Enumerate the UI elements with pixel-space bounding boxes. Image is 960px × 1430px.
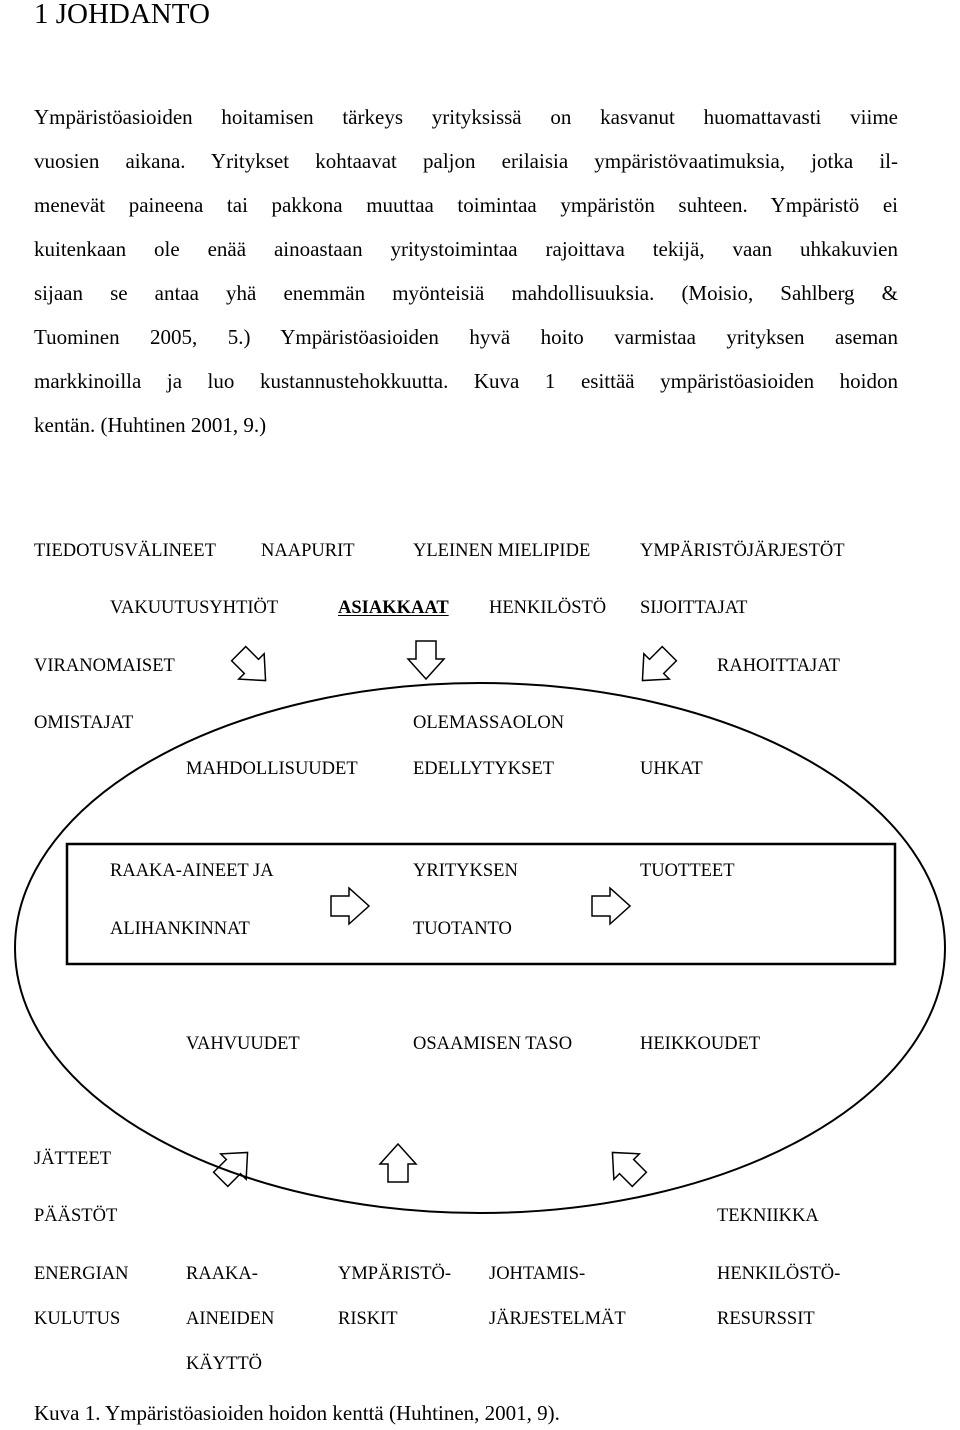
label-yrityksen: YRITYKSEN: [413, 861, 518, 881]
arrow-up-icon: [380, 1144, 416, 1182]
figure-caption: Kuva 1. Ympäristöasioiden hoidon kenttä (Huhtinen, 2001, 9).: [34, 1401, 560, 1425]
label-raaka-aineet: RAAKA-AINEET JA: [110, 861, 274, 881]
label-kulutus: KULUTUS: [34, 1309, 121, 1329]
label-henkilosto: HENKILÖSTÖ: [489, 598, 607, 618]
label-kaytto: KÄYTTÖ: [186, 1354, 263, 1374]
label-vakuutusyhtiot: VAKUUTUSYHTIÖT: [110, 598, 279, 618]
label-tuotanto: TUOTANTO: [413, 919, 512, 939]
paragraph-line: menevät paineena tai pakkona muuttaa toimintaa ympäristön suhteen. Ympäristö ei: [34, 193, 898, 217]
label-henkilosto-resurssit-2: RESURSSIT: [717, 1309, 815, 1329]
label-energian: ENERGIAN: [34, 1264, 129, 1284]
label-raaka: RAAKA-: [186, 1264, 258, 1284]
label-mahdollisuudet: MAHDOLLISUUDET: [186, 759, 358, 779]
label-uhkat: UHKAT: [640, 759, 703, 779]
label-asiakkaat: ASIAKKAAT: [338, 598, 449, 618]
paragraph-line: vuosien aikana. Yritykset kohtaavat paljon erilaisia ympäristövaatimuksia, jotka il-: [34, 149, 898, 173]
label-tiedotusvalineet: TIEDOTUSVÄLINEET: [34, 541, 216, 561]
label-olemassaolon: OLEMASSAOLON: [413, 713, 565, 733]
paragraph-line: Tuominen 2005, 5.) Ympäristöasioiden hyvä hoito varmistaa yrityksen aseman: [34, 325, 898, 349]
arrow-down-left-icon: [630, 641, 682, 693]
paragraph-line: sijaan se antaa yhä enemmän myönteisiä mahdollisuuksia. (Moisio, Sahlberg &: [34, 281, 898, 305]
label-ymparisto: YMPÄRISTÖ-: [338, 1264, 452, 1284]
label-johtamis: JOHTAMIS-: [489, 1264, 586, 1284]
label-henkilosto-resurssit-1: HENKILÖSTÖ-: [717, 1264, 841, 1284]
label-alihankinnat: ALIHANKINNAT: [110, 919, 250, 939]
label-sijoittajat: SIJOITTAJAT: [640, 598, 748, 618]
arrow-down-icon: [408, 641, 444, 679]
label-jatteet: JÄTTEET: [34, 1149, 112, 1169]
label-tekniikka: TEKNIIKKA: [717, 1206, 819, 1226]
paragraph-line: kentän. (Huhtinen 2001, 9.): [34, 413, 267, 437]
section-heading: 1 JOHDANTO: [34, 0, 210, 30]
label-edellytykset: EDELLYTYKSET: [413, 759, 554, 779]
label-rahoittajat: RAHOITTAJAT: [717, 656, 840, 676]
label-riskit: RISKIT: [338, 1309, 398, 1329]
arrow-right-icon: [331, 888, 369, 924]
label-jarjestelmat: JÄRJESTELMÄT: [489, 1309, 626, 1329]
label-heikkoudet: HEIKKOUDET: [640, 1034, 761, 1054]
label-ymparistojarjestot: YMPÄRISTÖJÄRJESTÖT: [640, 541, 845, 561]
label-osaamisen-taso: OSAAMISEN TASO: [413, 1034, 573, 1054]
label-viranomaiset: VIRANOMAISET: [34, 656, 175, 676]
label-paastot: PÄÄSTÖT: [34, 1206, 118, 1226]
label-yleinen-mielipide: YLEINEN MIELIPIDE: [413, 541, 591, 561]
label-naapurit: NAAPURIT: [261, 541, 355, 561]
label-aineiden: AINEIDEN: [186, 1309, 275, 1329]
paragraph-line: markkinoilla ja luo kustannustehokkuutta. Kuva 1 esittää ympäristöasioiden hoidon: [34, 369, 898, 393]
label-vahvuudet: VAHVUUDET: [186, 1034, 300, 1054]
label-tuotteet: TUOTTEET: [640, 861, 735, 881]
label-omistajat: OMISTAJAT: [34, 713, 134, 733]
arrow-right-icon: [592, 888, 630, 924]
paragraph-line: kuitenkaan ole enää ainoastaan yritystoimintaa rajoittava tekijä, vaan uhkakuvien: [34, 237, 898, 261]
arrow-up-left-icon: [600, 1140, 652, 1192]
paragraph-line: Ympäristöasioiden hoitamisen tärkeys yrityksissä on kasvanut huomattavasti viime: [34, 105, 898, 129]
arrow-down-right-icon: [226, 641, 278, 693]
